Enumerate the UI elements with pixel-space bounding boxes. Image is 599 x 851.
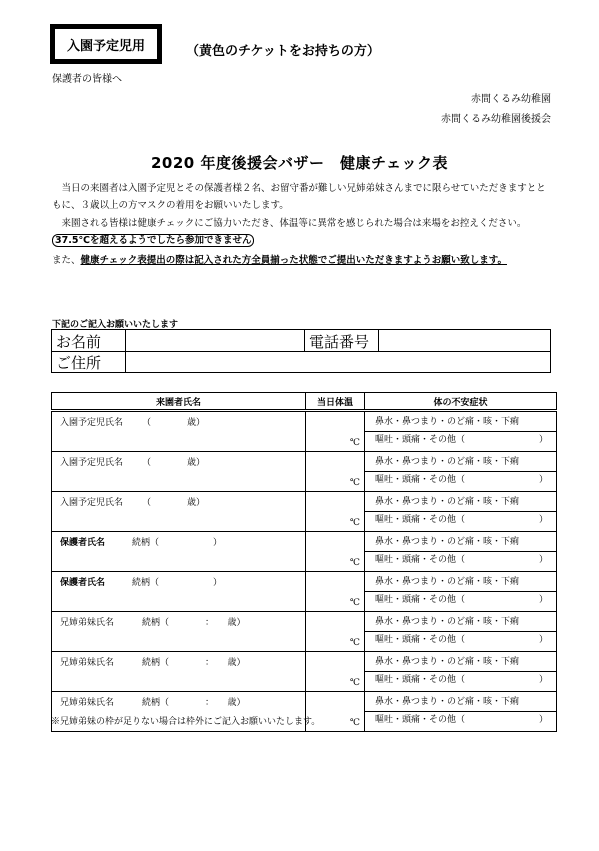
symptom-close-paren: ） [538, 474, 548, 485]
visitor-type-label: 兄姉弟妹氏名 [60, 618, 115, 628]
symptom-options-line2 [365, 432, 556, 450]
paragraph-health-check [52, 215, 552, 249]
document-title: 2020 年度後援会バザー 健康チェック表 [150, 154, 449, 172]
ticket-note: （黄色のチケットをお持ちの方） [186, 44, 380, 59]
symptom-options-line1: 鼻水・鼻つまり・のど痛・咳・下痢 [365, 654, 556, 672]
visitor-detail-label: 続柄（ ） [132, 578, 223, 588]
table-row [52, 532, 557, 572]
degree-unit: ℃ [349, 438, 360, 448]
symptom-close-paren: ） [538, 674, 548, 685]
symptom-close-paren: ） [538, 634, 548, 645]
visitor-type-label: 入園予定児氏名 [60, 498, 124, 508]
temperature-cell[interactable] [306, 492, 365, 532]
table-row [52, 411, 557, 452]
degree-unit: ℃ [349, 718, 360, 728]
visitor-detail-label: 続柄（ ： 歳） [142, 698, 246, 708]
symptom-options-line1: 鼻水・鼻つまり・のど痛・咳・下痢 [365, 574, 556, 592]
symptom-other-label: 嘔吐・頭痛・その他（ [375, 594, 466, 605]
health-check-table [51, 392, 557, 732]
symptoms-cell[interactable] [365, 612, 557, 652]
visitor-name-cell[interactable] [52, 572, 306, 612]
header-temperature: 当日体温 [306, 393, 365, 411]
symptom-close-paren: ） [538, 714, 548, 725]
visitor-detail-label: （ 歳） [142, 498, 206, 508]
temperature-cell[interactable] [306, 612, 365, 652]
visitor-detail-label: 続柄（ ： 歳） [142, 618, 246, 628]
visitor-type-label: 兄姉弟妹氏名 [60, 658, 115, 668]
address-label: ご住所 [56, 354, 102, 372]
symptom-other-label: 嘔吐・頭痛・その他（ [375, 474, 466, 485]
phone-label: 電話番号 [309, 333, 370, 351]
table-row [52, 492, 557, 532]
symptom-options-line1: 鼻水・鼻つまり・のど痛・咳・下痢 [365, 694, 556, 712]
symptom-options-line1: 鼻水・鼻つまり・のど痛・咳・下痢 [365, 454, 556, 472]
symptom-options-line1: 鼻水・鼻つまり・のど痛・咳・下痢 [365, 534, 556, 552]
symptom-other-label: 嘔吐・頭痛・その他（ [375, 554, 466, 565]
symptom-options-line2 [365, 712, 556, 730]
name-label: お名前 [56, 333, 102, 351]
section-label: 下記のご記入お願いいたします [52, 320, 179, 330]
degree-unit: ℃ [349, 558, 360, 568]
visitor-type-label: 入園予定児氏名 [60, 418, 124, 428]
symptoms-cell[interactable] [365, 411, 557, 452]
visitor-detail-label: （ 歳） [142, 458, 206, 468]
visitor-name-cell[interactable] [52, 612, 306, 652]
visitor-type-label: 保護者氏名 [60, 538, 106, 548]
temperature-cell[interactable] [306, 411, 365, 452]
symptom-other-label: 嘔吐・頭痛・その他（ [375, 514, 466, 525]
symptom-close-paren: ） [538, 434, 548, 445]
name-field[interactable] [132, 330, 302, 350]
symptoms-cell[interactable] [365, 452, 557, 492]
symptom-other-label: 嘔吐・頭痛・その他（ [375, 634, 466, 645]
symptoms-cell[interactable] [365, 652, 557, 692]
symptoms-cell[interactable] [365, 692, 557, 732]
visitor-detail-label: 続柄（ ： 歳） [142, 658, 246, 668]
ticket-type-box [50, 24, 162, 64]
visitor-type-label: 兄姉弟妹氏名 [60, 698, 115, 708]
temperature-cell[interactable] [306, 572, 365, 612]
symptom-close-paren: ） [538, 594, 548, 605]
submission-prefix: また、 [52, 255, 81, 266]
grid-divider [378, 330, 379, 351]
symptom-close-paren: ） [538, 554, 548, 565]
table-row [52, 652, 557, 692]
symptom-options-line1: 鼻水・鼻つまり・のど痛・咳・下痢 [365, 414, 556, 432]
phone-field[interactable] [382, 330, 547, 350]
degree-unit: ℃ [349, 678, 360, 688]
symptom-options-line2 [365, 592, 556, 610]
symptom-options-line2 [365, 472, 556, 490]
symptom-other-label: 嘔吐・頭痛・その他（ [375, 434, 466, 445]
temperature-warning: 37.5℃を超えるようでしたら参加できません [52, 234, 254, 247]
symptom-options-line2 [365, 672, 556, 690]
header-visitor-name: 来園者氏名 [52, 393, 306, 411]
visitor-name-cell[interactable] [52, 652, 306, 692]
symptom-options-line1: 鼻水・鼻つまり・のど痛・咳・下痢 [365, 614, 556, 632]
symptom-options-line2 [365, 632, 556, 650]
paragraph-attendance: 当日の来園者は入園予定児とその保護者様２名、お留守番が難しい兄姉弟妹さんまでに限らせていただきますとともに、３歳以上の方マスクの着用をお願いいたします。 [52, 183, 546, 211]
address-field[interactable] [132, 352, 547, 371]
contact-info-grid [51, 329, 551, 373]
symptom-other-label: 嘔吐・頭痛・その他（ [375, 714, 466, 725]
visitor-type-label: 保護者氏名 [60, 578, 106, 588]
greeting: 保護者の皆様へ [52, 74, 122, 85]
ticket-type-label: 入園予定児用 [66, 38, 145, 54]
grid-divider [125, 330, 126, 372]
visitor-name-cell[interactable] [52, 532, 306, 572]
table-row [52, 612, 557, 652]
degree-unit: ℃ [349, 638, 360, 648]
symptom-options-line2 [365, 552, 556, 570]
paragraph-submission [52, 252, 552, 269]
symptom-other-label: 嘔吐・頭痛・その他（ [375, 674, 466, 685]
temperature-cell[interactable] [306, 652, 365, 692]
temperature-cell[interactable] [306, 532, 365, 572]
symptom-options-line2 [365, 512, 556, 530]
symptom-options-line1: 鼻水・鼻つまり・のど痛・咳・下痢 [365, 494, 556, 512]
visitor-detail-label: 続柄（ ） [132, 538, 223, 548]
visitor-name-cell[interactable] [52, 492, 306, 532]
degree-unit: ℃ [349, 478, 360, 488]
visitor-type-label: 入園予定児氏名 [60, 458, 124, 468]
symptoms-cell[interactable] [365, 492, 557, 532]
symptom-close-paren: ） [538, 514, 548, 525]
submission-note: 健康チェック表提出の際は記入された方全員揃った状態でご提出いただきますようお願い致します。 [80, 255, 507, 266]
table-row [52, 452, 557, 492]
health-check-text: 来園される皆様は健康チェックにご協力いただき、体温等に異常を感じられた場合は来場をお控えください。 [52, 218, 527, 229]
visitor-name-cell[interactable] [52, 411, 306, 452]
footnote: ※兄姉弟妹の枠が足りない場合は枠外にご記入お願いいたします。 [51, 717, 321, 727]
table-row [52, 572, 557, 612]
temperature-cell[interactable] [306, 452, 365, 492]
header-symptoms: 体の不安症状 [365, 393, 557, 411]
org-kindergarten: 赤間くるみ幼稚園 [471, 94, 551, 105]
grid-divider [304, 330, 305, 351]
visitor-detail-label: （ 歳） [142, 418, 206, 428]
symptoms-cell[interactable] [365, 572, 557, 612]
org-support-association: 赤間くるみ幼稚園後援会 [441, 114, 551, 125]
degree-unit: ℃ [349, 518, 360, 528]
symptoms-cell[interactable] [365, 532, 557, 572]
visitor-name-cell[interactable] [52, 452, 306, 492]
degree-unit: ℃ [349, 598, 360, 608]
